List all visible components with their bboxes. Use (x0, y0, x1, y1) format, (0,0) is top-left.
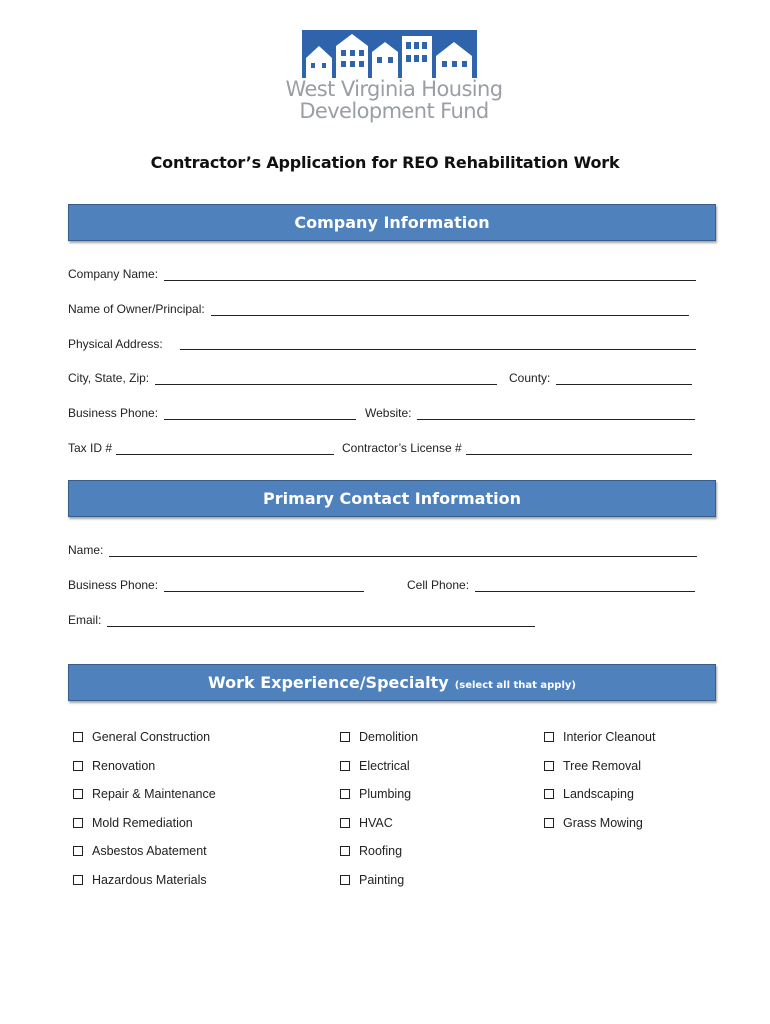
contact-name-row (68, 543, 698, 559)
specialty-option-label: Tree Removal (563, 759, 642, 773)
address-label: Physical Address: (68, 337, 163, 351)
checkbox-icon[interactable] (544, 789, 554, 799)
city-line[interactable] (155, 372, 497, 385)
county-field[interactable] (509, 371, 692, 385)
checkbox-icon[interactable] (340, 732, 350, 742)
cell-phone-label: Cell Phone: (407, 578, 470, 592)
checkbox-icon[interactable] (73, 732, 83, 742)
checkbox-icon[interactable] (544, 761, 554, 771)
specialty-option-label: Demolition (359, 730, 419, 744)
city-field[interactable] (68, 371, 497, 385)
company-information-title: Company Information (294, 213, 490, 232)
contact-name-label: Name: (68, 543, 104, 557)
email-line[interactable] (107, 614, 535, 627)
specialty-option-mold-remediation[interactable] (73, 816, 193, 830)
owner-field[interactable] (68, 302, 689, 316)
checkbox-icon[interactable] (340, 789, 350, 799)
specialty-option-plumbing[interactable] (340, 787, 411, 801)
website-label: Website: (365, 406, 412, 420)
specialty-option-label: Repair & Maintenance (92, 787, 216, 801)
county-line[interactable] (556, 372, 692, 385)
contact-business-phone-field[interactable] (68, 578, 364, 592)
specialty-option-label: Painting (359, 873, 405, 887)
address-row (68, 337, 698, 353)
document-title: Contractor’s Application for REO Rehabilitation Work (150, 153, 620, 172)
checkbox-icon[interactable] (73, 761, 83, 771)
address-field[interactable] (68, 337, 163, 351)
specialty-option-asbestos-abatement[interactable] (73, 844, 207, 858)
specialty-option-label: Asbestos Abatement (92, 844, 207, 858)
specialty-option-tree-removal[interactable] (544, 759, 641, 773)
primary-contact-title: Primary Contact Information (263, 489, 521, 508)
specialty-option-label: Electrical (359, 759, 410, 773)
city-label: City, State, Zip: (68, 371, 150, 385)
owner-row (68, 302, 698, 318)
contact-business-phone-label: Business Phone: (68, 578, 159, 592)
work-experience-header (68, 664, 716, 701)
business-phone-label: Business Phone: (68, 406, 159, 420)
specialty-option-demolition[interactable] (340, 730, 418, 744)
contact-name-field[interactable] (68, 543, 697, 557)
specialty-option-roofing[interactable] (340, 844, 402, 858)
checkbox-icon[interactable] (340, 818, 350, 828)
license-label: Contractor’s License # (342, 441, 462, 455)
primary-contact-header (68, 480, 716, 517)
specialty-option-hvac[interactable] (340, 816, 393, 830)
specialty-option-label: Roofing (359, 844, 403, 858)
specialty-option-repair-maintenance[interactable] (73, 787, 216, 801)
checkbox-icon[interactable] (340, 761, 350, 771)
business-phone-line[interactable] (164, 407, 356, 420)
website-field[interactable] (365, 406, 695, 420)
specialty-option-landscaping[interactable] (544, 787, 634, 801)
specialty-option-general-construction[interactable] (73, 730, 210, 744)
specialty-option-label: Renovation (92, 759, 156, 773)
logo-text (284, 78, 504, 122)
checkbox-icon[interactable] (544, 732, 554, 742)
email-label: Email: (68, 613, 102, 627)
wvhdf-logo (284, 30, 504, 130)
owner-line[interactable] (211, 303, 689, 316)
license-line[interactable] (466, 442, 692, 455)
checkbox-icon[interactable] (73, 875, 83, 885)
logo-line-2: Development Fund (299, 99, 489, 123)
specialty-option-label: Hazardous Materials (92, 873, 207, 887)
website-line[interactable] (417, 407, 695, 420)
company-name-line[interactable] (164, 268, 696, 281)
company-information-header (68, 204, 716, 241)
city-county-row (68, 371, 698, 387)
company-name-label: Company Name: (68, 267, 159, 281)
checkbox-icon[interactable] (340, 875, 350, 885)
county-label: County: (509, 371, 551, 385)
owner-label: Name of Owner/Principal: (68, 302, 205, 316)
cell-phone-field[interactable] (407, 578, 695, 592)
specialty-option-label: Mold Remediation (92, 816, 193, 830)
cell-phone-line[interactable] (475, 579, 695, 592)
checkbox-icon[interactable] (73, 846, 83, 856)
company-name-row (68, 267, 698, 283)
checkbox-icon[interactable] (73, 789, 83, 799)
specialty-option-interior-cleanout[interactable] (544, 730, 655, 744)
contact-phone-row (68, 578, 698, 594)
business-phone-field[interactable] (68, 406, 356, 420)
taxid-license-row (68, 441, 698, 457)
logo-line-1: West Virginia Housing (285, 77, 503, 101)
specialty-option-label: Interior Cleanout (563, 730, 656, 744)
specialty-option-electrical[interactable] (340, 759, 410, 773)
contact-name-line[interactable] (109, 544, 697, 557)
address-line[interactable] (180, 337, 696, 350)
checkbox-icon[interactable] (340, 846, 350, 856)
checkbox-icon[interactable] (73, 818, 83, 828)
tax-id-label: Tax ID # (68, 441, 113, 455)
tax-id-line[interactable] (116, 442, 334, 455)
specialty-option-renovation[interactable] (73, 759, 155, 773)
address-line-wrap[interactable] (180, 337, 696, 350)
work-experience-title: Work Experience/Specialty (208, 673, 449, 692)
tax-id-field[interactable] (68, 441, 334, 455)
phone-website-row (68, 406, 698, 422)
checkbox-icon[interactable] (544, 818, 554, 828)
specialty-option-painting[interactable] (340, 873, 404, 887)
specialty-option-label: General Construction (92, 730, 211, 744)
email-row (68, 613, 698, 629)
contact-business-phone-line[interactable] (164, 579, 364, 592)
specialty-option-label: HVAC (359, 816, 393, 830)
license-field[interactable] (342, 441, 692, 455)
select-all-note: (select all that apply) (454, 680, 576, 691)
email-field[interactable] (68, 613, 535, 627)
specialty-option-label: Grass Mowing (563, 816, 643, 830)
specialty-option-grass-mowing[interactable] (544, 816, 643, 830)
specialty-option-label: Plumbing (359, 787, 412, 801)
houses-logo-icon (302, 30, 477, 78)
specialty-option-label: Landscaping (563, 787, 634, 801)
specialty-option-hazardous-materials[interactable] (73, 873, 207, 887)
company-name-field[interactable] (68, 267, 696, 281)
